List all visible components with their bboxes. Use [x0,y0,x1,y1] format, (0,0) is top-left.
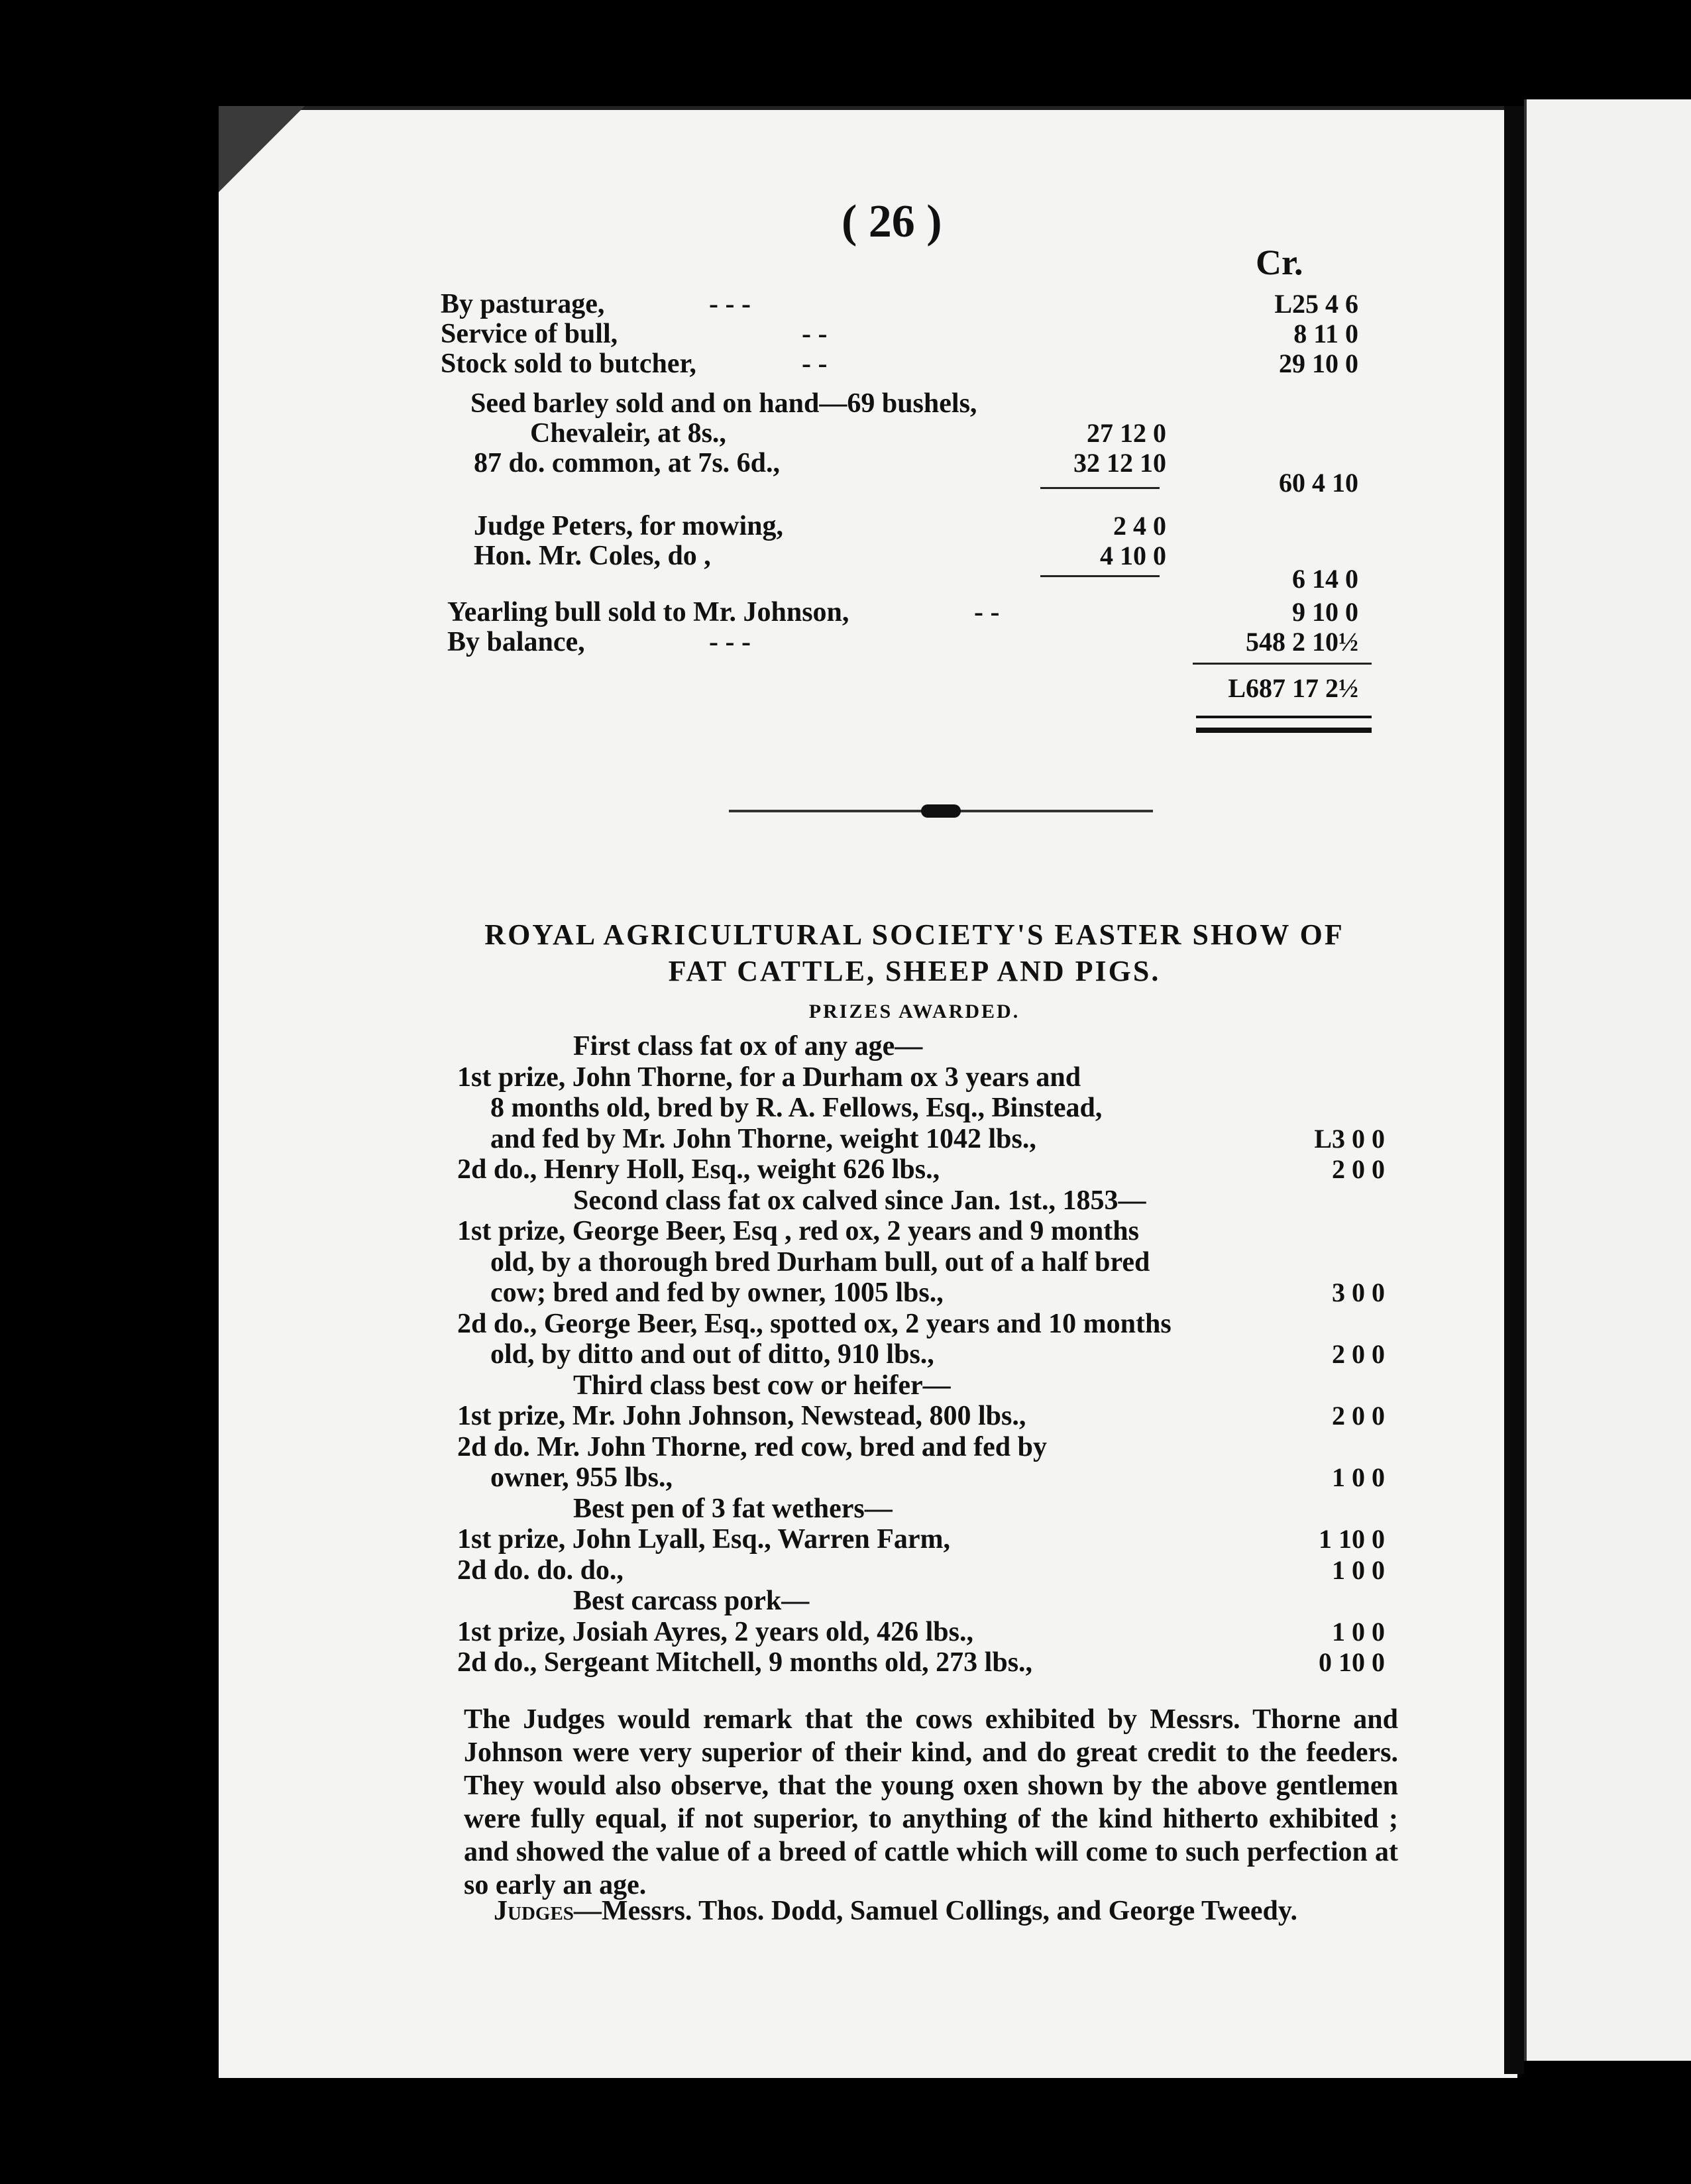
book-gutter [1504,106,1524,2074]
prize-amount: L3 0 0 [1314,1123,1385,1154]
prize-amount: 1 0 0 [1332,1462,1385,1492]
account-line-dashes: - - [974,597,1000,628]
account-line-subamount: 32 12 10 [1073,448,1166,478]
account-line-dashes: - - - [709,627,751,657]
prize-line: Third class best cow or heifer— [573,1370,951,1401]
folded-corner [219,106,305,192]
prize-amount: 2 0 0 [1332,1154,1385,1184]
credit-column-head: Cr. [1256,243,1303,282]
section-divider [729,810,1153,812]
prize-amount: 1 0 0 [1332,1555,1385,1585]
account-line-dashes: - - [802,349,828,379]
prize-line: 2d do., Sergeant Mitchell, 9 months old, 273 lbs., [457,1647,1033,1678]
judges-names: —Messrs. Thos. Dodd, Samuel Collings, and George Tweedy. [573,1896,1298,1926]
prize-line: 2d do., George Beer, Esq., spotted ox, 2 years and 10 months [457,1308,1172,1339]
prize-line: old, by ditto and out of ditto, 910 lbs., [490,1339,934,1370]
adjacent-page-edge [1524,99,1691,2061]
prize-line: 1st prize, George Beer, Esq , red ox, 2 years and 9 months [457,1216,1139,1246]
account-line-dashes: - - [802,319,828,349]
account-line-amount: 60 4 10 [1279,468,1358,498]
account-line-label: Hon. Mr. Coles, do , [474,541,711,571]
show-subtitle: PRIZES AWARDED. [808,1001,1020,1022]
judges-remark: The Judges would remark that the cows exhibited by Messrs. Thorne and Johnson were very superior of their kind, and do great credit to the feeders. They would also observe, that the young oxen shown by the above gentlemen were fully equal, if not superior, to anything of the kind hitherto exhibited ; and showed the value of a breed of cattle which will come to such perfection at so early an age. [464,1704,1398,1900]
account-line-subamount: 2 4 0 [1113,511,1166,541]
account-line-dashes: - - - [709,289,751,319]
account-line-label: Yearling bull sold to Mr. Johnson, [447,597,849,628]
prize-amount: 0 10 0 [1319,1647,1385,1677]
account-line-subamount: 4 10 0 [1100,541,1166,571]
prize-line: 1st prize, John Lyall, Esq., Warren Farm, [457,1524,950,1555]
subtotal-rule [1040,487,1160,489]
show-title-line1: ROYAL AGRICULTURAL SOCIETY'S EASTER SHOW OF [484,918,1344,951]
account-line-label: By pasturage, [441,289,605,319]
account-line-label: By balance, [447,627,585,657]
prize-line: owner, 955 lbs., [490,1462,673,1493]
account-line-label: Stock sold to butcher, [441,349,696,379]
prize-amount: 2 0 0 [1332,1339,1385,1369]
subtotal-rule [1040,575,1160,577]
prize-line: Second class fat ox calved since Jan. 1st., 1853— [573,1185,1146,1216]
prize-line: 1st prize, Mr. John Johnson, Newstead, 800 lbs., [457,1401,1026,1431]
prize-line: cow; bred and fed by owner, 1005 lbs., [490,1278,944,1308]
judges-line [494,1895,1297,1927]
account-line-amount: 548 2 10½ [1246,627,1358,657]
prize-line: Best pen of 3 fat wethers— [573,1493,893,1524]
prize-amount: 1 0 0 [1332,1616,1385,1647]
prize-line: 1st prize, John Thorne, for a Durham ox 3 years and [457,1062,1081,1093]
prize-amount: 2 0 0 [1332,1401,1385,1431]
account-line-amount: 29 10 0 [1279,349,1358,378]
account-line-label: Judge Peters, for mowing, [474,511,783,541]
prize-line: and fed by Mr. John Thorne, weight 1042 lbs., [490,1123,1036,1154]
prize-line: 8 months old, bred by R. A. Fellows, Esq., Binstead, [490,1093,1103,1123]
account-line-amount: 9 10 0 [1292,597,1358,627]
subtotal-rule [1193,663,1372,665]
judges-label: Judges [494,1896,574,1926]
prize-line: old, by a thorough bred Durham bull, out of a half bred [490,1246,1150,1278]
account-line-amount: 6 14 0 [1292,564,1358,594]
page-number: ( 26 ) [842,196,942,247]
total-double-rule [1196,716,1372,733]
prize-line: 1st prize, Josiah Ayres, 2 years old, 426 lbs., [457,1616,973,1647]
prize-line: Best carcass pork— [573,1586,810,1616]
prize-amount: 3 0 0 [1332,1278,1385,1307]
account-line-amount: 8 11 0 [1293,319,1358,349]
account-line-label: Seed barley sold and on hand—69 bushels, [470,388,977,419]
prize-line: First class fat ox of any age— [573,1031,923,1062]
account-line-label: Service of bull, [441,319,618,349]
account-total: L687 17 2½ [1228,673,1358,703]
show-title-line2: FAT CATTLE, SHEEP AND PIGS. [668,955,1161,987]
prize-line: 2d do. do. do., [457,1555,624,1586]
account-line-label: Chevaleir, at 8s., [530,418,726,449]
prize-line: 2d do. Mr. John Thorne, red cow, bred and fed by [457,1431,1047,1462]
account-line-label: 87 do. common, at 7s. 6d., [474,448,781,478]
account-line-amount: L25 4 6 [1274,289,1358,319]
prize-line: 2d do., Henry Holl, Esq., weight 626 lbs., [457,1154,940,1185]
prize-amount: 1 10 0 [1319,1524,1385,1554]
account-line-subamount: 27 12 0 [1087,418,1166,448]
